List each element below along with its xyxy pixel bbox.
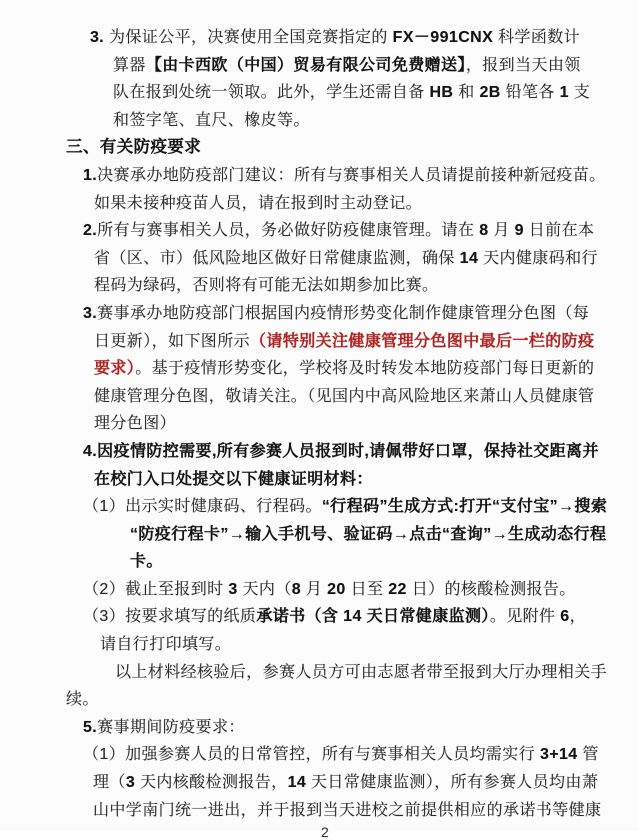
item-5-during-event: 5.赛事期间防疫要求： xyxy=(83,718,245,736)
item-1-vaccination: 1.决赛承办地防疫部门建议：所有与赛事相关人员请提前接种新冠疫苗。 如果未接种疫苗人员，请在报到时主动登记。 xyxy=(83,166,606,212)
sub-item-1-health-code: （1）出示实时健康码、行程码。“行程码”生成方式:打开“支付宝”→搜索 “防疫行程卡”→输入手机号、验证码→点击“查询”→生成动态行程 卡。 xyxy=(83,498,608,571)
sub-item-2-nucleic-test: （2）截止至报到时 3 天内（8 月 20 日至 22 日）的核酸检测报告。 xyxy=(83,580,576,598)
section-heading-epidemic: 三、有关防疫要求 xyxy=(66,138,202,157)
sub-item-3-commitment-letter: （3）按要求填写的纸质承诺书（含 14 天日常健康监测）。见附件 6， 请自行打印填写。 xyxy=(83,608,586,654)
page-number: 2 xyxy=(321,824,329,840)
document-body xyxy=(0,24,639,824)
list-item-calculator: 3. 为保证公平，决赛使用全国竞赛指定的 FX－991CNX 科学函数计 算器【由卡西欧（中国）贸易有限公司免费赠送】，报到当天由领 队在报到处统一领取。此外，学生还需自备 HB 和 2B 铅笔各 1 支 和签字笔、直尺、橡皮等。 xyxy=(90,29,591,129)
item-4-materials: 4.因疫情防控需要,所有参赛人员报到时,请佩带好口罩，保持社交距离并 在校门入口处提交以下健康证明材料： xyxy=(83,442,599,488)
item-3-color-map: 3.赛事承办地防疫部门根据国内疫情形势变化制作健康管理分色图（每 日更新），如下图所示（请特别关注健康管理分色图中最后一栏的防疫 要求）。基于疫情形势变化，学校将及时转发本地防疫部门每日更新的 健康管理分色图，敬请关注。（见国内中高风险地区来萧山人员健康管 理分色图） xyxy=(83,304,595,433)
para-verification: 以上材料经核验后，参赛人员方可由志愿者带至报到大厅办理相关手 续。 xyxy=(66,663,608,709)
item-2-health-management: 2.所有与赛事相关人员，务必做好防疫健康管理。请在 8 月 9 日前在本 省（区、市）低风险地区做好日常健康监测，确保 14 天内健康码和行 程码为绿码，否则将有可能无法如期参加比赛。 xyxy=(83,222,598,295)
sub-item-1-daily-control: （1）加强参赛人员的日常管控，所有与赛事相关人员均需实行 3+14 管 理（3 天内核酸检测报告，14 天日常健康监测），所有参赛人员均由萧 山中学南门统一进出，并于报到当天进校之前提供相应的承诺书等健康 xyxy=(83,746,602,819)
